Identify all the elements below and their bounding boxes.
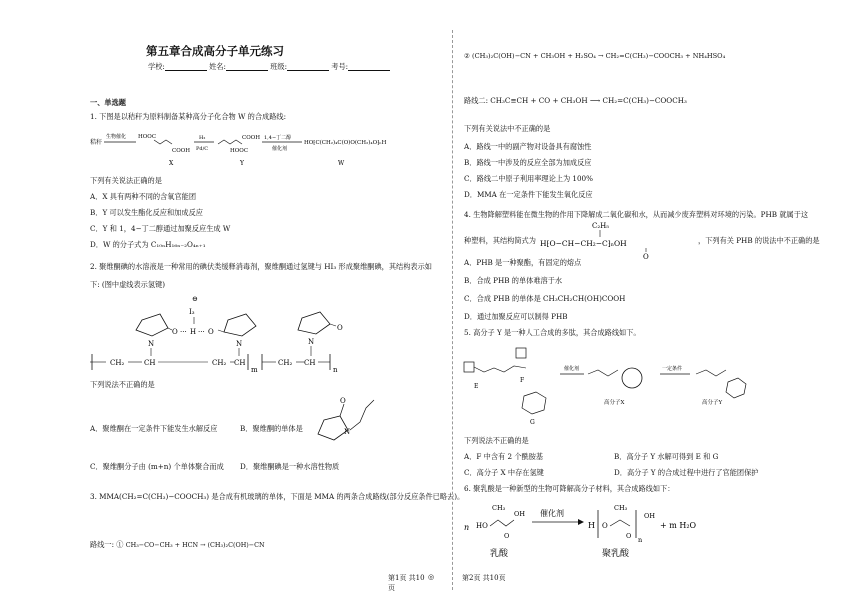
q1-x-bot: COOH [172,148,191,154]
q2-option-a[interactable]: A．聚维酮在一定条件下能发生水解反应 [90,424,218,433]
q3-option-d[interactable]: D．MMA 在一定条件下能发生氧化反应 [464,190,593,199]
q4-stem-1: 4. 生物降解塑料能在微生物的作用下降解成二氧化碳和水，从而减少废弃塑料对环境的污染。PHB 就属于这 [464,210,809,219]
q2-monomer-n: N [344,428,351,436]
q6-ch3-left: CH₃ [492,504,506,512]
q5-option-c[interactable]: C．高分子 X 中存在氢键 [464,468,544,477]
q5-stem: 5. 高分子 Y 是一种人工合成的多肽，其合成路线如下。 [464,328,641,337]
q2-subscript-m: m [251,366,258,374]
name-label: 姓名: [209,62,226,71]
q1-arrow3-top: 1,4−丁二醇 [264,135,292,141]
q2-monomer-o: O [340,397,346,405]
q2-structure [90,292,350,378]
school-label: 学校: [148,62,165,71]
q2-n1: N [148,340,155,348]
school-blank[interactable] [165,63,207,71]
q1-option-a[interactable]: A．X 具有两种不同的含氧官能团 [90,192,197,201]
q1-label-w: W [338,160,345,167]
q6-o-right: O [626,532,632,540]
q4-stem-2: 种塑料，其结构简式为 [464,236,536,245]
q6-oh-right: OH [644,512,655,520]
q3-option-c[interactable]: C．路线二中原子利用率理论上为 100% [464,174,593,183]
q3-ask: 下列有关说法中不正确的是 [464,124,551,133]
q1-start: 秸秆 [90,139,103,146]
q3-route1-label: 路线一: ① [90,540,124,549]
q2-ask: 下列说法不正确的是 [90,380,155,389]
q6-n: n [464,523,470,532]
q2-n2: N [236,340,243,348]
q6-oh-left: OH [514,510,525,518]
q5-label-x: 高分子X [604,400,625,406]
q3-stem: 3. MMA(CH₂=C(CH₃)−COOCH₃) 是合成有机玻璃的单体，下面是 MMA 的两条合成路线(部分反应条件已略去)。 [90,492,465,501]
q1-arrow3-bot: 催化剂 [272,146,288,152]
q2-subscript-n: n [333,366,338,374]
q1-x-top: HOOC [138,134,157,140]
q2-option-b[interactable]: B．聚维酮的单体是 [240,424,303,433]
q3-route1-eq1: CH₃−CO−CH₃ + HCN → (CH₃)₂C(OH)−CN [125,541,265,549]
q2-ch-1: CH [144,359,156,367]
q1-ask: 下列有关说法正确的是 [90,176,162,185]
q1-arrow2-top: H₂ [199,135,206,141]
footer-right-page: 第2页 共10页 [462,574,506,582]
q2-ch2-3: CH₂ [278,359,293,367]
q5-label-y: 高分子Y [702,400,723,406]
q2-ch2-2: CH₂ [212,359,227,367]
q2-ch-3: CH [304,359,316,367]
q4-c2h5: C₂H₅ [592,222,610,230]
q2-h: H [190,328,197,336]
q1-option-d[interactable]: D．W 的分子式为 C₁₀ₙH₁₆ₙ₋₂O₄ₙ₊₁ [90,240,206,249]
q4-phb-formula [540,220,690,260]
q2-i3: I₃ [189,308,195,316]
q1-arrow2-bot: Pd/C [196,146,209,152]
svg-text:···: ··· [180,328,187,336]
q2-stem-1: 2. 聚维酮碘的水溶液是一种常用的碘伏类缓释消毒剂，聚维酮通过氢键与 HI₃ 形成聚维酮碘，其结构表示如 [90,262,432,271]
q2-n3: N [308,338,315,346]
q6-scheme [464,496,764,566]
q1-label-x: X [169,160,174,167]
q6-catalyst: 催化剂 [540,509,564,518]
q5-cat: 催化剂 [564,366,580,372]
q2-option-d[interactable]: D．聚维酮碘是一种水溶性物质 [240,462,340,471]
q2-o3: O [337,324,343,332]
q6-ch3-right: CH₃ [614,504,628,512]
q4-chain: H⁅O−CH−CH₂−C⁆ₙOH [540,239,627,248]
q5-ask: 下列说法不正确的是 [464,436,529,445]
q6-ho: HO [476,522,488,530]
q1-w-formula: HO⁅C(CH₂)₄C(O)O(CH₂)₄O⁆ₙH [304,140,387,146]
q4-option-b[interactable]: B．合成 PHB 的单体难溶于水 [464,276,563,285]
q6-lactic-acid: 乳酸 [490,549,509,559]
q5-label-f: F [520,377,525,384]
page-title: 第五章合成高分子单元练习 [146,44,284,58]
class-label: 班级: [270,62,287,71]
q6-water: + m H₂O [660,521,697,530]
q3-route1 [90,540,265,550]
footer-left-page: 第1页 共10页 [388,574,425,592]
exam-no-blank[interactable] [348,63,390,71]
exam-no-label: 考号: [331,62,349,71]
q5-cond: 一定条件 [662,366,683,372]
q6-polylactic-acid: 聚乳酸 [602,549,630,559]
q5-scheme [464,344,764,424]
q6-o-left: O [504,532,510,540]
q5-label-e: E [474,383,479,390]
q6-stem: 6. 聚乳酸是一种新型的生物可降解高分子材料，其合成路线如下： [464,484,675,493]
q2-ch2-1: CH₂ [110,359,125,367]
q2-monomer-structure [310,396,390,452]
q1-option-b[interactable]: B．Y 可以发生酯化反应和加成反应 [90,208,203,217]
q2-o1: O [172,328,178,336]
q5-option-b[interactable]: B．高分子 Y 水解可得到 E 和 G [614,452,719,461]
class-blank[interactable] [287,63,329,71]
svg-text:···: ··· [198,328,205,336]
q1-y-bot: HOOC [230,148,249,154]
q1-y-top: COOH [242,135,261,141]
q2-o2: O [208,328,214,336]
footer-mid: ◎ [428,573,435,581]
section-heading: 一、单选题 [90,98,126,107]
q6-h: H [588,521,595,530]
q6-n-sub: n [638,536,643,544]
q5-option-d[interactable]: D．高分子 Y 的合成过程中进行了官能团保护 [614,468,759,477]
q4-carbonyl-o: O [643,253,649,261]
q2-option-c[interactable]: C．聚维酮分子由 (m+n) 个单体聚合而成 [90,462,224,471]
q5-label-g: G [530,419,535,426]
page-right [430,0,860,608]
q4-stem-3: ，下列有关 PHB 的说法中不正确的是 [698,236,820,245]
q3-option-b[interactable]: B．路线一中涉及的反应全部为加成反应 [464,158,592,167]
q4-option-d[interactable]: D．通过加聚反应可以制得 PHB [464,312,568,321]
q5-option-a[interactable]: A．F 中含有 2 个酰胺基 [464,452,544,461]
q3-route2: 路线二: CH₃C≡CH + CO + CH₃OH ⟶ CH₂=C(CH₃)−COOCH₃ [464,96,687,105]
q4-option-c[interactable]: C．合成 PHB 的单体是 CH₃CH₂CH(OH)COOH [464,294,626,303]
q1-label-y: Y [240,160,244,167]
q3-option-a[interactable]: A．路线一中的副产物对设备具有腐蚀性 [464,142,592,151]
student-info-line [148,62,390,71]
q1-scheme [90,130,390,170]
q1-option-c[interactable]: C．Y 和 1，4−丁二醇通过加聚反应生成 W [90,224,231,233]
q6-o-chain: O [602,522,608,530]
q3-route1-eq2: ② (CH₃)₂C(OH)−CN + CH₃OH + H₂SO₄ → CH₂=C(CH₃)−COOCH₃ + NH₄HSO₄ [464,52,726,60]
q2-ch-2: CH [234,359,246,367]
q1-arrow1: 生物催化 [106,134,127,140]
q2-charge: ⊖ [192,295,198,303]
q2-stem-2: 下: (图中虚线表示氢键) [90,280,166,289]
name-blank[interactable] [226,63,268,71]
q4-option-a[interactable]: A．PHB 是一种聚酯，有固定的熔点 [464,258,582,267]
q1-stem: 1. 下图是以秸秆为原料制备某种高分子化合物 W 的合成路线: [90,112,287,121]
